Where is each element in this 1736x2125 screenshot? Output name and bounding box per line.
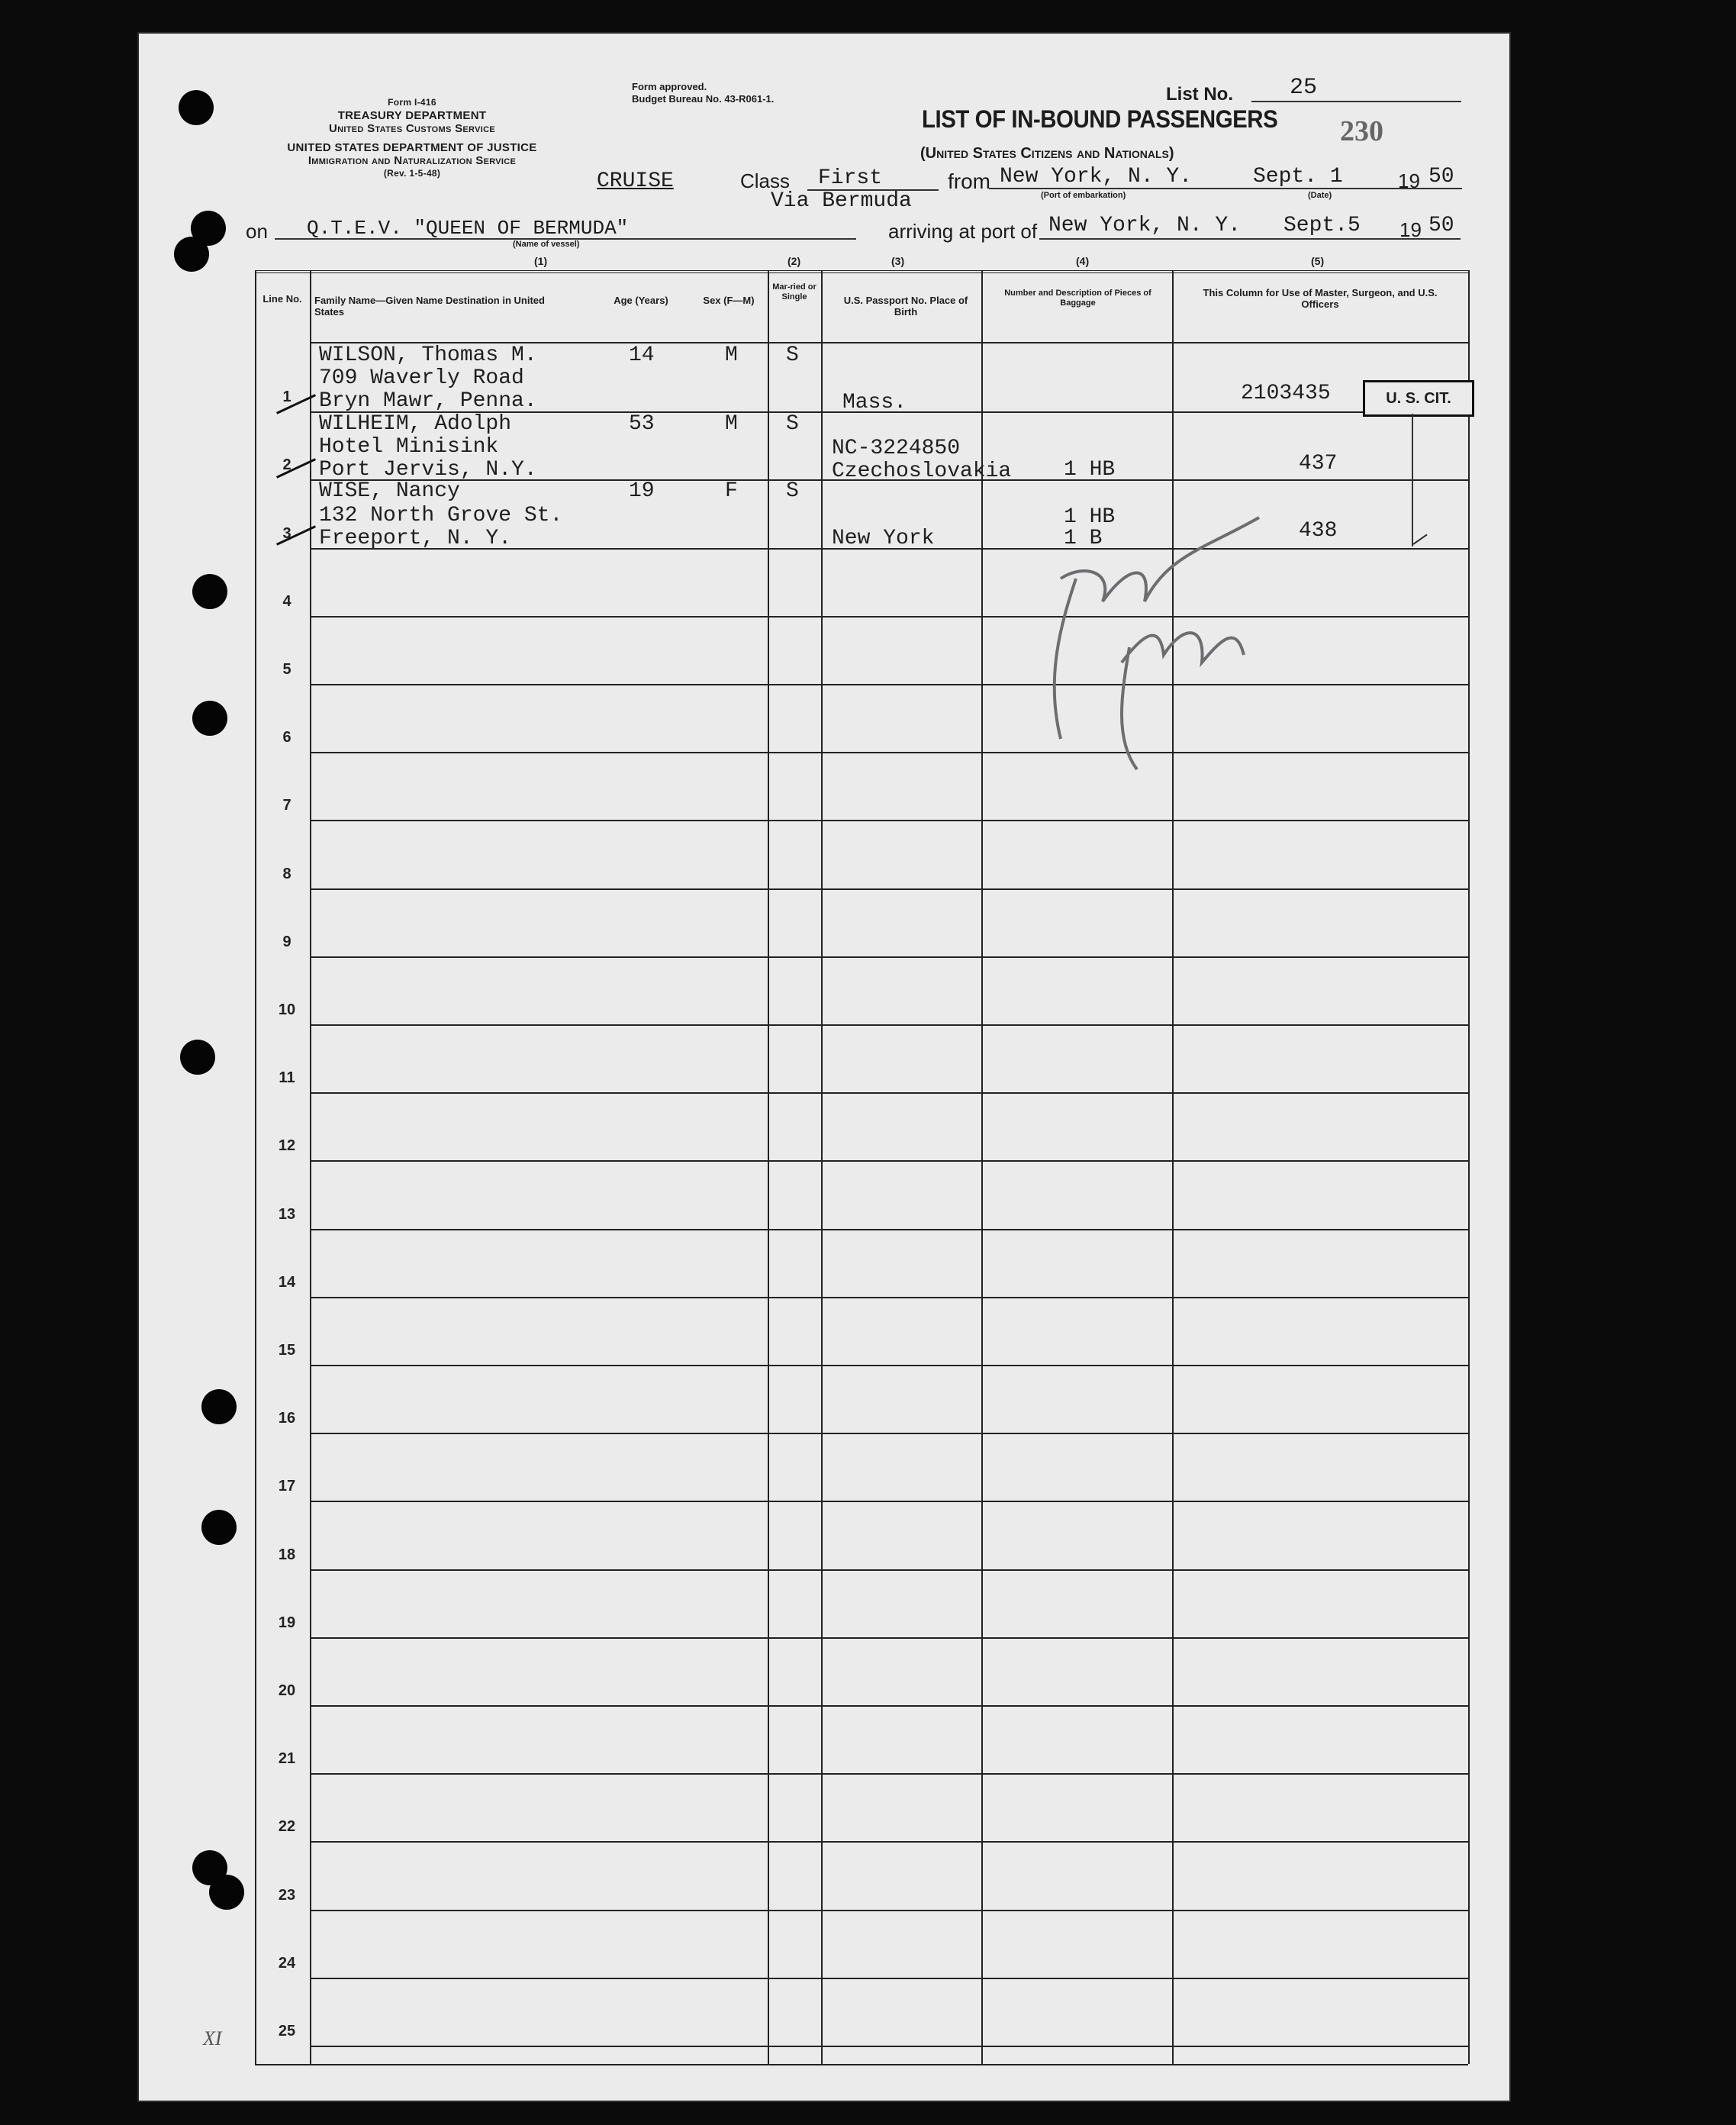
passenger-1-name: WILSON, Thomas M. [319,343,537,367]
hdr-passport: U.S. Passport No. Place of Birth [843,295,968,318]
line-number: 6 [282,729,291,746]
cruise-label: CRUISE [597,169,674,193]
row-line [310,956,1468,958]
approved-text: Form approved. [632,81,707,92]
row-line [310,752,1468,753]
passenger-3-addr2: Freeport, N. Y. [319,527,512,550]
line-number: 19 [278,1614,296,1631]
passenger-3-name: WISE, Nancy [319,479,460,503]
col-divider-passport [981,270,983,2064]
passenger-1-age: 14 [629,343,655,367]
row-line [310,1092,1468,1094]
table-top-border [255,270,1468,273]
arriving-line [1039,238,1461,240]
passenger-2-passport: NC-3224850 [832,437,961,460]
row-line [310,1024,1468,1026]
us-citizen-stamp [1363,380,1474,417]
row-line [310,1365,1468,1366]
line-number: 16 [278,1410,296,1427]
port-embarkation-label: (Port of embarkation) [1041,191,1126,200]
via-label: Via Bermuda [771,189,912,213]
line-number: 25 [278,2023,296,2040]
row-line [310,684,1468,685]
punch-hole [201,1510,237,1545]
hdr-married: Mar-ried or Single [772,282,816,301]
line-number: 7 [282,797,291,814]
col-divider-age [768,270,769,2064]
line-number: 1 [282,389,291,405]
col-num-1: (1) [534,255,548,267]
row-line [310,1705,1468,1707]
col-divider-name [310,270,311,2064]
bracket-line [1412,414,1413,547]
line-number: 4 [282,593,291,610]
page-subtitle: (United States Citizens and Nationals) [920,145,1174,162]
form-header-left [244,96,580,180]
row-line [310,1501,1468,1502]
hdr-age: Age (Years) [614,295,668,306]
stamp-number: 230 [1340,115,1383,147]
vessel-label: (Name of vessel) [513,240,580,249]
line-number: 17 [278,1478,296,1495]
punch-hole [180,1040,215,1075]
passenger-3-addr1: 132 North Grove St. [319,504,563,527]
row-line [310,1637,1468,1639]
class-label: Class [740,169,791,192]
line-number: 23 [278,1887,296,1904]
passenger-1-officer-no: 2103435 [1241,382,1331,405]
row-line [310,1297,1468,1298]
from-port: New York, N. Y. [1000,165,1193,189]
hdr-name: Family Name—Given Name Destination in United States [314,295,545,318]
row-line [310,1910,1468,1911]
passenger-1-birthplace: Mass. [842,391,907,414]
punch-hole [174,237,209,272]
line-number: 22 [278,1818,296,1835]
line-number: 11 [279,1069,295,1086]
passenger-2-marital: S [786,412,799,436]
from-year: 50 [1428,165,1454,189]
line-number: 24 [278,1955,296,1972]
date-label: (Date) [1308,191,1332,200]
col-divider-married [821,270,823,2064]
hdr-line-no: Line No. [262,293,302,305]
punch-hole [192,574,227,609]
row-line [310,1773,1468,1775]
passenger-3-officer-no: 438 [1299,519,1338,543]
row-line [310,616,1468,618]
arriving-year: 50 [1428,214,1454,237]
col-num-3: (3) [891,255,905,267]
row-line [310,888,1468,890]
line-number: 2 [282,456,291,473]
form-number: Form I-416 [388,97,436,108]
punch-hole [192,701,227,736]
ins-label: Immigration and Naturalization Service [308,154,517,167]
list-no-label: List No. [1166,84,1233,105]
line-number: 10 [278,1001,296,1018]
row-line [310,1229,1468,1230]
on-label: on [246,220,268,243]
passenger-2-baggage: 1 HB [1064,458,1116,482]
list-no-value: 25 [1290,75,1318,101]
row-line [310,1433,1468,1434]
col-num-4: (4) [1076,255,1090,267]
margin-mark: XI [203,2027,222,2049]
revision: (Rev. 1-5-48) [383,168,441,179]
passenger-2-addr2: Port Jervis, N.Y. [319,458,537,482]
punch-hole [201,1389,237,1424]
row-line [310,1978,1468,1979]
passenger-1-addr2: Bryn Mawr, Penna. [319,389,537,413]
arriving-label: arriving at port of [888,220,1038,243]
hdr-sex: Sex (F—M) [703,295,755,306]
punch-hole [179,90,214,125]
row-line [310,2046,1468,2047]
class-value: First [818,166,883,190]
customs-service: United States Customs Service [329,122,495,135]
passenger-3-baggage-2: 1 B [1064,527,1103,550]
passenger-2-officer-no: 437 [1299,452,1338,476]
line-number: 3 [282,525,291,542]
passenger-1-marital: S [786,343,799,367]
line-number: 8 [282,866,291,882]
passenger-2-sex: M [725,412,738,436]
row-line [310,1841,1468,1843]
budget-text: Budget Bureau No. 43-R061-1. [632,93,775,105]
row-line [310,1569,1468,1571]
line-number: 14 [278,1274,296,1291]
line-number: 13 [278,1206,296,1223]
passenger-3-baggage-1: 1 HB [1064,505,1116,529]
hdr-officers: This Column for Use of Master, Surgeon, and U.S. Officers [1203,287,1438,310]
table-bottom-border [255,2064,1468,2065]
col-num-5: (5) [1311,255,1325,267]
line-number: 15 [278,1342,296,1359]
table-right-border [1468,270,1470,2064]
passenger-3-age: 19 [629,479,655,503]
line-number: 9 [282,934,291,950]
row-line [310,1160,1468,1162]
page-title: LIST OF IN-BOUND PASSENGERS [922,105,1278,133]
passenger-3-sex: F [725,479,738,503]
line-number: 20 [278,1682,296,1699]
dept-justice: UNITED STATES DEPARTMENT OF JUSTICE [287,141,537,154]
from-line [989,188,1462,189]
passenger-2-age: 53 [629,412,655,436]
col-divider-line [255,270,256,2064]
from-year-prefix: 19 [1398,169,1420,192]
passenger-1-addr1: 709 Waverly Road [319,366,524,390]
col-num-2: (2) [787,255,801,267]
passenger-3-birthplace: New York [832,527,935,550]
row-line [310,820,1468,821]
passenger-2-addr1: Hotel Minisink [319,435,499,459]
list-no-line [1251,101,1461,102]
arriving-date: Sept.5 [1283,214,1361,237]
line-number: 12 [278,1137,296,1154]
line-number: 21 [278,1750,296,1767]
arriving-year-prefix: 19 [1399,218,1422,241]
handwritten-signature [1030,510,1290,785]
line-number: 18 [278,1546,296,1563]
hdr-baggage: Number and Description of Pieces of Baggage [1004,289,1151,308]
passenger-2-birthplace: Czechoslovakia [832,460,1012,483]
passenger-2-name: WILHEIM, Adolph [319,412,512,436]
form-approved [632,81,774,105]
vessel-name: Q.T.E.V. "QUEEN OF BERMUDA" [307,217,629,240]
line-number: 5 [282,661,291,678]
arriving-port: New York, N. Y. [1048,214,1242,237]
punch-hole [209,1875,244,1910]
dept-treasury: TREASURY DEPARTMENT [337,109,487,122]
us-citizen-stamp-text: U. S. CIT. [1386,389,1451,407]
from-date: Sept. 1 [1253,165,1343,189]
from-label: from [948,169,990,193]
passenger-3-marital: S [786,479,799,503]
passenger-1-sex: M [725,343,738,367]
